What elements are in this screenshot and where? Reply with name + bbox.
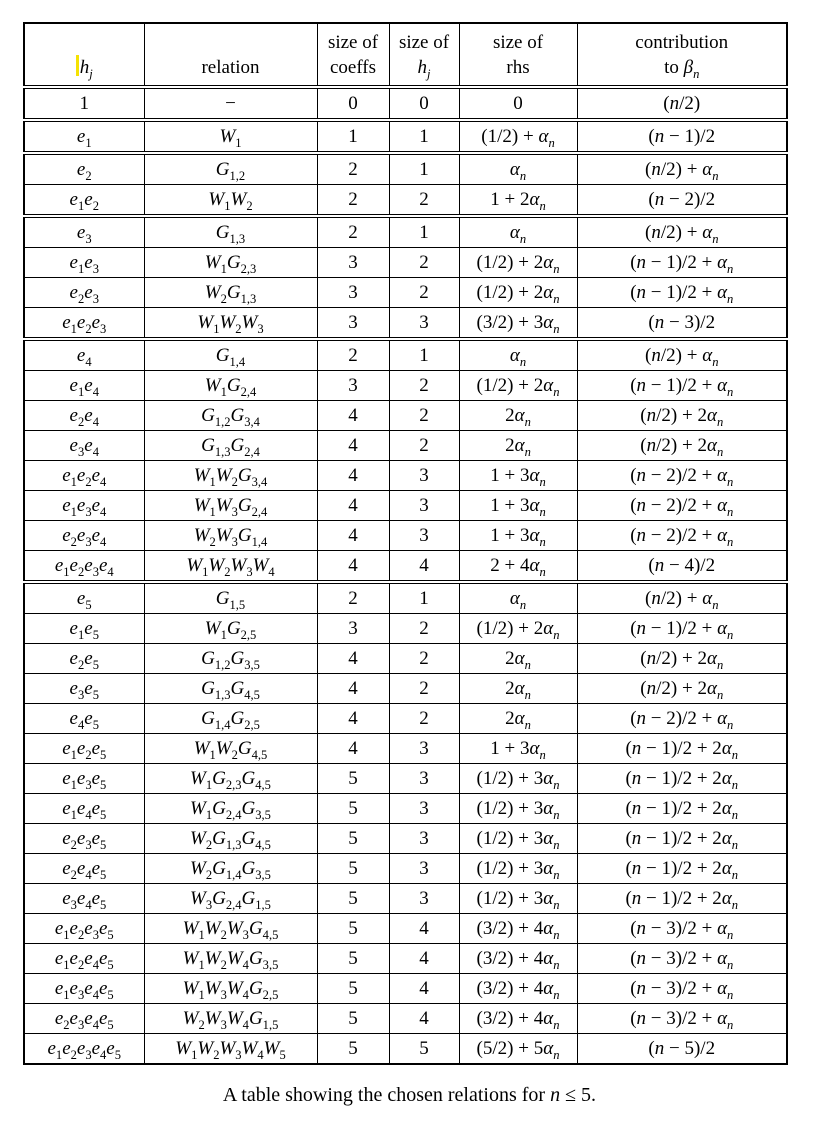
table-row	[24, 308, 787, 340]
table-cell: $G_{1,3}G_{4,5}$	[144, 674, 317, 704]
table-cell: 3	[389, 461, 459, 491]
table-cell: $W_1G_{2,4}$	[144, 371, 317, 401]
table-cell: (n − 5)/2	[577, 1034, 787, 1065]
table-cell: $(n - 3)/2 + \alpha_n$	[577, 914, 787, 944]
table-cell: $e_4e_5$	[24, 704, 144, 734]
table-cell: 2	[389, 401, 459, 431]
table-cell: 5	[317, 794, 389, 824]
table-cell: $G_{1,2}G_{3,4}$	[144, 401, 317, 431]
table-cell: $(1/2) + 3\alpha_n$	[459, 794, 577, 824]
table-cell: $(n/2) + 2\alpha_n$	[577, 674, 787, 704]
table-row	[24, 551, 787, 583]
table-cell: $1 + 3\alpha_n$	[459, 491, 577, 521]
table-row	[24, 339, 787, 371]
header-relation-label: relation	[201, 57, 260, 78]
table-cell: $(n - 1)/2 + 2\alpha_n$	[577, 884, 787, 914]
table-cell: $e_5$	[24, 582, 144, 614]
table-cell: 3	[389, 794, 459, 824]
table-cell: $(n/2) + 2\alpha_n$	[577, 401, 787, 431]
table-cell: 4	[389, 914, 459, 944]
table-cell: $(n - 3)/2 + \alpha_n$	[577, 974, 787, 1004]
table-cell: 4	[317, 431, 389, 461]
table-row	[24, 491, 787, 521]
table-cell: $W_1W_2W_3W_4W_5$	[144, 1034, 317, 1065]
table-cell: $(3/2) + 4\alpha_n$	[459, 1004, 577, 1034]
table-cell: $e_3e_4$	[24, 431, 144, 461]
table-cell: $e_1e_3e_4e_5$	[24, 974, 144, 1004]
table-row	[24, 371, 787, 401]
table-cell: 1	[389, 120, 459, 153]
table-cell: $(n - 1)/2 + 2\alpha_n$	[577, 854, 787, 884]
table-cell: $G_{1,4}$	[144, 339, 317, 371]
table-cell: $(3/2) + 4\alpha_n$	[459, 914, 577, 944]
table-cell: $e_1e_4e_5$	[24, 794, 144, 824]
table-cell: $(1/2) + 3\alpha_n$	[459, 854, 577, 884]
table-row	[24, 794, 787, 824]
table-cell: $(1/2) + 2\alpha_n$	[459, 278, 577, 308]
table-row	[24, 521, 787, 551]
table-cell: $1 + 3\alpha_n$	[459, 734, 577, 764]
table-cell: 2	[317, 339, 389, 371]
table-row	[24, 461, 787, 491]
table-cell: −	[144, 87, 317, 120]
table-cell: 5	[317, 1004, 389, 1034]
table-caption	[0, 1084, 819, 1107]
table-cell: 3	[317, 614, 389, 644]
table-cell: $G_{1,2}$	[144, 153, 317, 185]
table-cell: $(n - 1)/2 + \alpha_n$	[577, 278, 787, 308]
header-coeffs-line1: size of	[327, 32, 379, 53]
table-cell: $(n/2) + \alpha_n$	[577, 339, 787, 371]
header-contribution-math: $\beta_n$	[683, 57, 700, 81]
header-contribution-line2	[580, 55, 785, 80]
table-cell: $W_1W_2G_{3,4}$	[144, 461, 317, 491]
table-cell: 2	[389, 431, 459, 461]
table-cell: $G_{1,3}$	[144, 216, 317, 248]
table-cell: $(n - 3)/2 + \alpha_n$	[577, 944, 787, 974]
table-cell: (n − 2)/2	[577, 185, 787, 217]
table-row	[24, 431, 787, 461]
table-row	[24, 854, 787, 884]
table-cell: 2	[317, 185, 389, 217]
table-cell: 2	[317, 582, 389, 614]
table-body	[24, 87, 787, 1064]
table-cell: $(n - 1)/2 + 2\alpha_n$	[577, 734, 787, 764]
column-header-size-of-hj	[389, 23, 459, 87]
table-cell: 2	[389, 704, 459, 734]
table-cell: $(n - 2)/2 + \alpha_n$	[577, 491, 787, 521]
table-cell: $W_1W_3W_4G_{2,5}$	[144, 974, 317, 1004]
table-cell: $W_1G_{2,3}G_{4,5}$	[144, 764, 317, 794]
header-rhs-line1: size of	[492, 32, 544, 53]
table-row	[24, 582, 787, 614]
header-contribution-prefix: to	[664, 57, 684, 78]
table-row	[24, 120, 787, 153]
table-row	[24, 401, 787, 431]
header-rhs-line2: rhs	[506, 57, 530, 78]
table-cell: $(n - 1)/2 + 2\alpha_n$	[577, 764, 787, 794]
table-cell: 5	[317, 764, 389, 794]
table-cell: 4	[317, 491, 389, 521]
table-cell: (n/2)	[577, 87, 787, 120]
table-cell: $(n - 2)/2 + \alpha_n$	[577, 521, 787, 551]
table-cell: $(n/2) + 2\alpha_n$	[577, 431, 787, 461]
table-cell: $(n - 3)/2 + \alpha_n$	[577, 1004, 787, 1034]
column-header-hj	[24, 23, 144, 87]
table-row	[24, 734, 787, 764]
table-cell: 4	[317, 704, 389, 734]
table-cell: 2	[389, 278, 459, 308]
table-cell: 0	[389, 87, 459, 120]
table-cell: $(n - 1)/2 + 2\alpha_n$	[577, 824, 787, 854]
table-cell: $W_2G_{1,4}G_{3,5}$	[144, 854, 317, 884]
caption-text: A table showing the chosen relations for	[222, 1084, 551, 1106]
table-cell: 3	[317, 308, 389, 340]
table-cell: $e_2e_5$	[24, 644, 144, 674]
table-row	[24, 824, 787, 854]
relations-table	[23, 22, 788, 1065]
table-cell: $e_2$	[24, 153, 144, 185]
table-cell: $1 + 3\alpha_n$	[459, 521, 577, 551]
table-cell: $(n - 1)/2 + 2\alpha_n$	[577, 794, 787, 824]
table-cell: 5	[317, 914, 389, 944]
table-cell: 3	[389, 824, 459, 854]
table-cell: $(1/2) + 2\alpha_n$	[459, 614, 577, 644]
table-row	[24, 644, 787, 674]
table-cell: 4	[317, 674, 389, 704]
table-cell: $e_1e_2e_4e_5$	[24, 944, 144, 974]
table-cell: $(1/2) + 2\alpha_n$	[459, 248, 577, 278]
table-cell: $(n - 1)/2 + \alpha_n$	[577, 371, 787, 401]
table-cell: $(1/2) + 3\alpha_n$	[459, 764, 577, 794]
table-cell: 2	[389, 371, 459, 401]
table-cell: $W_2W_3G_{1,4}$	[144, 521, 317, 551]
table-cell: 3	[389, 521, 459, 551]
table-row	[24, 153, 787, 185]
table-cell: 1	[389, 216, 459, 248]
table-cell: 4	[317, 644, 389, 674]
table-cell: $e_2e_4e_5$	[24, 854, 144, 884]
table-cell: 1	[389, 153, 459, 185]
table-cell: $W_1W_2G_{4,5}$	[144, 734, 317, 764]
table-cell: $(n - 1)/2 + \alpha_n$	[577, 614, 787, 644]
table-cell: $e_1e_3e_5$	[24, 764, 144, 794]
table-cell: 3	[317, 248, 389, 278]
table-cell: $G_{1,3}G_{2,4}$	[144, 431, 317, 461]
table-cell: 2	[389, 614, 459, 644]
table-cell: $(n - 1)/2 + \alpha_n$	[577, 248, 787, 278]
table-row	[24, 216, 787, 248]
table-cell: 5	[317, 854, 389, 884]
table-cell: 3	[389, 884, 459, 914]
table-cell: 2	[389, 674, 459, 704]
text-cursor-highlight	[76, 55, 79, 76]
table-cell: 4	[317, 734, 389, 764]
table-cell: $e_3e_4e_5$	[24, 884, 144, 914]
table-cell: 5	[317, 944, 389, 974]
table-cell: $e_3e_5$	[24, 674, 144, 704]
table-cell: $e_1e_2e_4$	[24, 461, 144, 491]
table-cell: 1	[317, 120, 389, 153]
header-contribution-line1: contribution	[635, 32, 729, 53]
table-cell: $e_1e_4$	[24, 371, 144, 401]
table-cell: $G_{1,5}$	[144, 582, 317, 614]
table-cell: $e_1e_3e_4$	[24, 491, 144, 521]
column-header-contribution	[577, 23, 787, 87]
table-cell: $(n/2) + 2\alpha_n$	[577, 644, 787, 674]
table-row	[24, 185, 787, 217]
table-cell: $G_{1,2}G_{3,5}$	[144, 644, 317, 674]
table-row	[24, 1004, 787, 1034]
header-size-hj-line1: size of	[398, 32, 450, 53]
table-cell: $(3/2) + 3\alpha_n$	[459, 308, 577, 340]
table-cell: $\alpha_n$	[459, 582, 577, 614]
table-cell: 4	[389, 1004, 459, 1034]
table-cell: 5	[317, 974, 389, 1004]
table-row	[24, 704, 787, 734]
table-cell: $W_1W_2W_4G_{3,5}$	[144, 944, 317, 974]
table-cell: $e_1e_2$	[24, 185, 144, 217]
table-cell: $W_1W_2$	[144, 185, 317, 217]
table-cell: 4	[317, 401, 389, 431]
table-cell: $W_1G_{2,3}$	[144, 248, 317, 278]
table-cell: $W_1$	[144, 120, 317, 153]
table-row	[24, 278, 787, 308]
table-row	[24, 944, 787, 974]
table-cell: 5	[389, 1034, 459, 1065]
column-header-relation	[144, 23, 317, 87]
table-cell: $(5/2) + 5\alpha_n$	[459, 1034, 577, 1065]
table-cell: $e_1e_2e_3e_4e_5$	[24, 1034, 144, 1065]
table-row	[24, 614, 787, 644]
table-cell: $(1/2) + 2\alpha_n$	[459, 371, 577, 401]
table-cell: 5	[317, 824, 389, 854]
table-cell: $W_1W_2W_3$	[144, 308, 317, 340]
table-cell: $2\alpha_n$	[459, 674, 577, 704]
table-cell: $e_2e_3$	[24, 278, 144, 308]
table-cell: $(1/2) + 3\alpha_n$	[459, 884, 577, 914]
table-cell: 4	[317, 461, 389, 491]
table-cell: $e_4$	[24, 339, 144, 371]
table-row	[24, 764, 787, 794]
table-row	[24, 674, 787, 704]
caption-math: n ≤ 5.	[550, 1084, 597, 1106]
table-cell: (n − 4)/2	[577, 551, 787, 583]
table-cell: $W_1G_{2,4}G_{3,5}$	[144, 794, 317, 824]
header-size-hj-line2: $h_j$	[417, 57, 431, 81]
table-cell: $\alpha_n$	[459, 216, 577, 248]
table-cell: 2	[317, 216, 389, 248]
table-cell: $1 + 2\alpha_n$	[459, 185, 577, 217]
header-coeffs-line2: coeffs	[329, 57, 377, 78]
table-cell: $G_{1,4}G_{2,5}$	[144, 704, 317, 734]
table-cell: $(1/2) + \alpha_n$	[459, 120, 577, 153]
table-cell: $\alpha_n$	[459, 153, 577, 185]
table-cell: $W_1G_{2,5}$	[144, 614, 317, 644]
table-cell: $W_3G_{2,4}G_{1,5}$	[144, 884, 317, 914]
table-cell: $e_3$	[24, 216, 144, 248]
table-header	[24, 23, 787, 87]
table-cell: $(3/2) + 4\alpha_n$	[459, 974, 577, 1004]
table-cell: 3	[317, 371, 389, 401]
table-cell: $(n/2) + \alpha_n$	[577, 216, 787, 248]
table-cell: 4	[317, 551, 389, 583]
table-cell: $W_2G_{1,3}G_{4,5}$	[144, 824, 317, 854]
table-cell: $(1/2) + 3\alpha_n$	[459, 824, 577, 854]
table-cell: $e_2e_4$	[24, 401, 144, 431]
table-cell: (n − 1)/2	[577, 120, 787, 153]
table-cell: $e_2e_3e_4$	[24, 521, 144, 551]
table-cell: 2	[389, 185, 459, 217]
table-cell: 3	[389, 854, 459, 884]
column-header-size-of-coeffs	[317, 23, 389, 87]
table-cell: $(n/2) + \alpha_n$	[577, 153, 787, 185]
table-cell: $e_1e_2e_5$	[24, 734, 144, 764]
table-cell: $1 + 3\alpha_n$	[459, 461, 577, 491]
table-cell: $(n - 2)/2 + \alpha_n$	[577, 461, 787, 491]
table-cell: $2\alpha_n$	[459, 644, 577, 674]
table-cell: $e_1e_2e_3e_4$	[24, 551, 144, 583]
table-cell: $W_2W_3W_4G_{1,5}$	[144, 1004, 317, 1034]
table-cell: 1	[24, 87, 144, 120]
table-cell: 1	[389, 582, 459, 614]
table-cell: $2\alpha_n$	[459, 401, 577, 431]
table-cell: $e_1e_3$	[24, 248, 144, 278]
table-row	[24, 974, 787, 1004]
table-cell: 3	[389, 491, 459, 521]
table-row	[24, 87, 787, 120]
table-row	[24, 884, 787, 914]
table-cell: $W_1W_2W_3W_4$	[144, 551, 317, 583]
table-cell: $W_1W_3G_{2,4}$	[144, 491, 317, 521]
table-cell: $e_2e_3e_4e_5$	[24, 1004, 144, 1034]
table-cell: $e_1e_2e_3e_5$	[24, 914, 144, 944]
table-cell: 0	[317, 87, 389, 120]
table-cell: $\alpha_n$	[459, 339, 577, 371]
table-cell: $W_1W_2W_3G_{4,5}$	[144, 914, 317, 944]
table-cell: 4	[317, 521, 389, 551]
table-cell: 5	[317, 1034, 389, 1065]
table-cell: 2	[317, 153, 389, 185]
table-row	[24, 914, 787, 944]
table-cell: 2	[389, 248, 459, 278]
table-cell: $(n/2) + \alpha_n$	[577, 582, 787, 614]
table-cell: 5	[317, 884, 389, 914]
table-cell: 3	[317, 278, 389, 308]
table-cell: 2	[389, 644, 459, 674]
table-cell: (n − 3)/2	[577, 308, 787, 340]
table-cell: $e_1e_5$	[24, 614, 144, 644]
table-cell: $e_2e_3e_5$	[24, 824, 144, 854]
table-cell: 1	[389, 339, 459, 371]
header-row	[24, 23, 787, 87]
table-cell: $e_1e_2e_3$	[24, 308, 144, 340]
table-cell: 0	[459, 87, 577, 120]
table-cell: $W_2G_{1,3}$	[144, 278, 317, 308]
header-hj-label: $h_j$	[79, 57, 93, 81]
table-cell: $2\alpha_n$	[459, 704, 577, 734]
table-cell: $(3/2) + 4\alpha_n$	[459, 944, 577, 974]
table-cell: 3	[389, 764, 459, 794]
table-cell: 4	[389, 944, 459, 974]
table-row	[24, 248, 787, 278]
table-row	[24, 1034, 787, 1065]
table-cell: 3	[389, 734, 459, 764]
table-cell: $(n - 2)/2 + \alpha_n$	[577, 704, 787, 734]
table-cell: 3	[389, 308, 459, 340]
column-header-size-of-rhs	[459, 23, 577, 87]
table-cell: 4	[389, 974, 459, 1004]
table-cell: $2 + 4\alpha_n$	[459, 551, 577, 583]
table-cell: $2\alpha_n$	[459, 431, 577, 461]
table-cell: $e_1$	[24, 120, 144, 153]
table-cell: 4	[389, 551, 459, 583]
